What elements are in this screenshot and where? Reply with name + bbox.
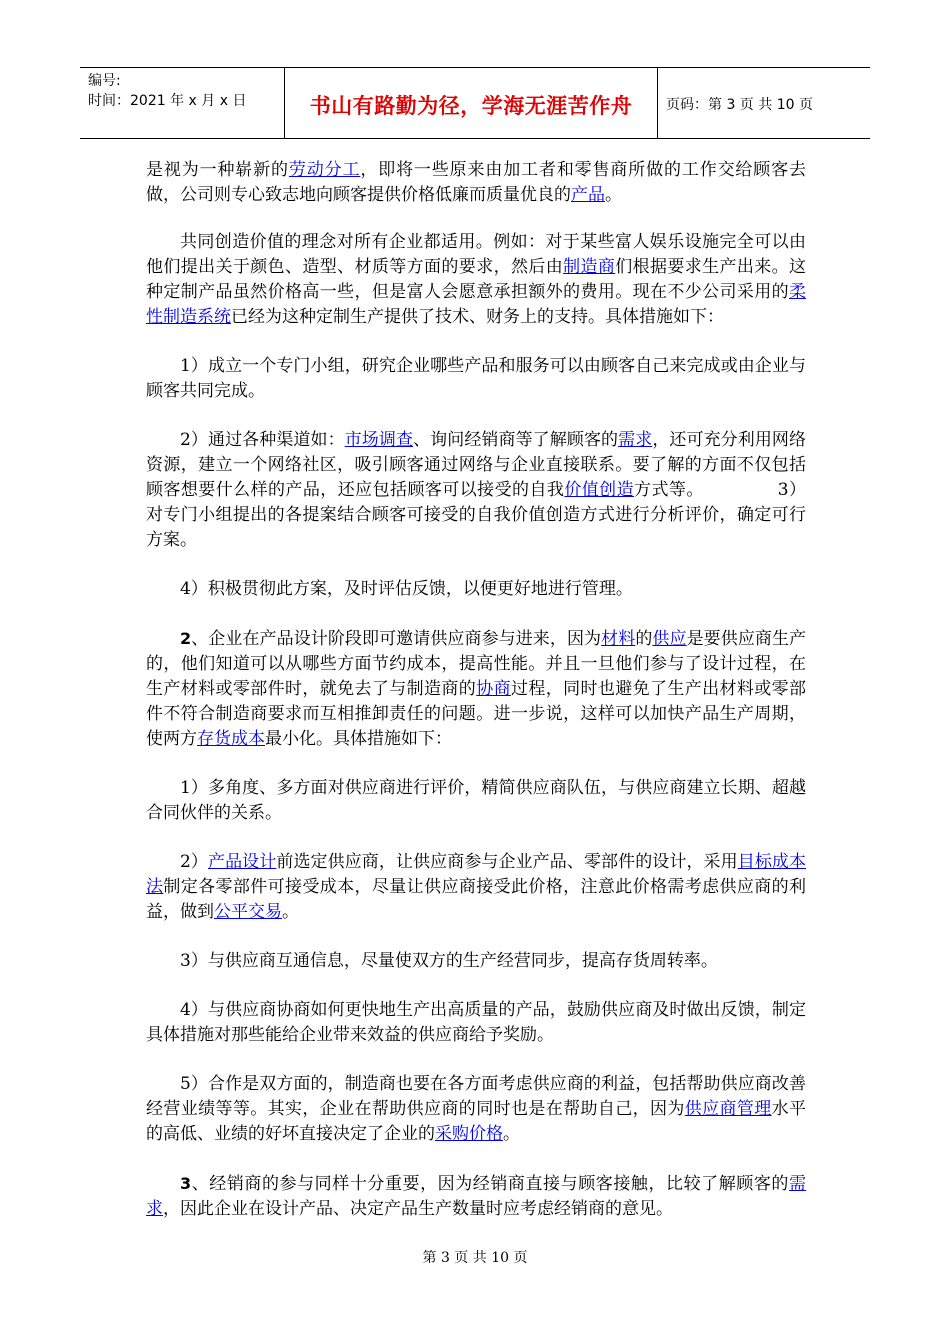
link-labor-division[interactable]: 劳动分工: [288, 160, 361, 180]
text: 是视为一种崭新的: [146, 160, 289, 180]
link-manufacturer[interactable]: 制造商: [563, 257, 616, 277]
link-demand-2[interactable]: 需求: [146, 1174, 806, 1219]
link-market-research[interactable]: 市场调查: [344, 430, 414, 450]
header-table: [80, 67, 870, 139]
text: ，还可充分利用网络资源，建立一个网络社区，吸引顾客通过网络与企业直接联系。要了解的方面不仅包括顾客想要什么样的产品，还应包括顾客可以接受的自我: [146, 430, 807, 500]
text: 、询问经销商等了解顾客的: [413, 430, 619, 450]
header-meta: [80, 68, 284, 138]
link-value-creation[interactable]: 价值创造: [564, 480, 635, 500]
text: 。: [605, 185, 622, 205]
text: 2）通过各种渠道如：: [180, 430, 345, 450]
link-product-design[interactable]: 产品设计: [208, 852, 277, 872]
link-negotiation[interactable]: 协商: [476, 679, 511, 699]
link-inventory-cost[interactable]: 存货成本: [197, 729, 265, 749]
text: 水平的高低、业绩的好坏直接决定了企业的: [146, 1099, 807, 1144]
link-product[interactable]: 产品: [571, 185, 605, 205]
text: 2）: [180, 852, 208, 872]
doc-date-label: 时间：2021 年 x 月 x 日: [88, 93, 247, 109]
section-number: 3: [180, 1174, 192, 1193]
paragraph: 4）与供应商协商如何更快地生产出高质量的产品，鼓励供应商及时做出反馈，制定具体措施对那些能给企业带来效益的供应商给予奖励。: [146, 1000, 806, 1045]
header-page-cell: [656, 68, 870, 138]
text: 共同创造价值的理念对所有企业都适用。例如：对于某些富人娱乐设施完全可以由他们提出关于颜色、造型、材质等方面的要求，然后由: [146, 232, 806, 277]
section-number: 2: [180, 629, 192, 648]
header-page-info: 页码：第 3 页 共 10 页: [666, 97, 813, 113]
page-footer: 第 3 页 共 10 页: [422, 1250, 528, 1266]
text: 、企业在产品设计阶段即可邀请供应商参与进来，因为: [191, 629, 602, 649]
link-target-costing[interactable]: 目标成本法: [146, 852, 807, 897]
text: 方式等。: [634, 480, 704, 500]
text: 。: [503, 1124, 520, 1144]
link-flexible-manufacturing[interactable]: 柔性制造系统: [146, 282, 806, 327]
paragraph: [146, 626, 806, 752]
paragraph: [146, 230, 806, 330]
link-fair-trade[interactable]: 公平交易: [214, 902, 282, 922]
paragraph: 3）与供应商互通信息，尽量使双方的生产经营同步，提高存货周转率。: [180, 951, 718, 971]
doc-code-label: 编号:: [88, 73, 121, 89]
paragraph: [146, 1171, 806, 1222]
link-supply[interactable]: 供应: [652, 629, 687, 649]
paragraph: [146, 428, 806, 553]
document-body: [146, 158, 806, 1246]
paragraph: [146, 1072, 806, 1147]
link-material[interactable]: 材料: [601, 629, 636, 649]
paragraph: [146, 850, 806, 925]
header-motto-cell: [284, 68, 658, 138]
text: ，即将一些原来由加工者和零售商所做的工作交给顾客去做，公司则专心致志地向顾客提供价格低廉而质量优良的: [146, 160, 807, 205]
paragraph: 4）积极贯彻此方案，及时评估反馈，以便更好地进行管理。: [180, 579, 633, 599]
text: 3）对专门小组提出的各提案结合顾客可接受的自我价值创造方式进行分析评价，确定可行方案。: [146, 480, 806, 550]
text: 是要供应商生产的，他们知道可以从哪些方面节约成本，提高性能。并且一旦他们参与了设计过程，在生产材料或零部件时，就免去了与制造商的: [146, 629, 807, 699]
link-purchase-price[interactable]: 采购价格: [435, 1124, 503, 1144]
text: 、经销商的参与同样十分重要，因为经销商直接与顾客接触，比较了解顾客的: [191, 1174, 789, 1194]
text: 们根据要求生产出来。这种定制产品虽然价格高一些，但是富人会愿意承担额外的费用。现在不少公司采用的: [146, 257, 807, 302]
header-motto: 书山有路勤为径，学海无涯苦作舟: [309, 94, 633, 118]
text: ，因此企业在设计产品、决定产品生产数量时应考虑经销商的意见。: [163, 1199, 673, 1219]
paragraph: 1）成立一个专门小组，研究企业哪些产品和服务可以由顾客自己来完成或由企业与顾客共同完成。: [146, 356, 806, 401]
text: 制定各零部件可接受成本，尽量让供应商接受此价格，注意此价格需考虑供应商的利益，做到: [146, 877, 807, 922]
text: 5）合作是双方面的，制造商也要在各方面考虑供应商的利益，包括帮助供应商改善经营业绩等等。其实，企业在帮助供应商的同时也是在帮助自己，因为: [146, 1074, 806, 1119]
text: 。: [282, 902, 299, 922]
text: 的: [635, 629, 653, 649]
text: 已经为这种定制生产提供了技术、财务上的支持。具体措施如下：: [231, 307, 724, 327]
text: 过程，同时也避免了生产出材料或零部件不符合制造商要求而互相推卸责任的问题。进一步说，这样可以加快产品生产周期，使两方: [146, 679, 807, 749]
text: 最小化。具体措施如下：: [265, 729, 452, 749]
paragraph: 1）多角度、多方面对供应商进行评价，精简供应商队伍，与供应商建立长期、超越合同伙伴的关系。: [146, 778, 806, 823]
text: 前选定供应商，让供应商参与企业产品、零部件的设计，采用: [276, 852, 738, 872]
link-supplier-management[interactable]: 供应商管理: [684, 1099, 772, 1119]
paragraph: [146, 158, 806, 208]
link-demand[interactable]: 需求: [618, 430, 653, 450]
